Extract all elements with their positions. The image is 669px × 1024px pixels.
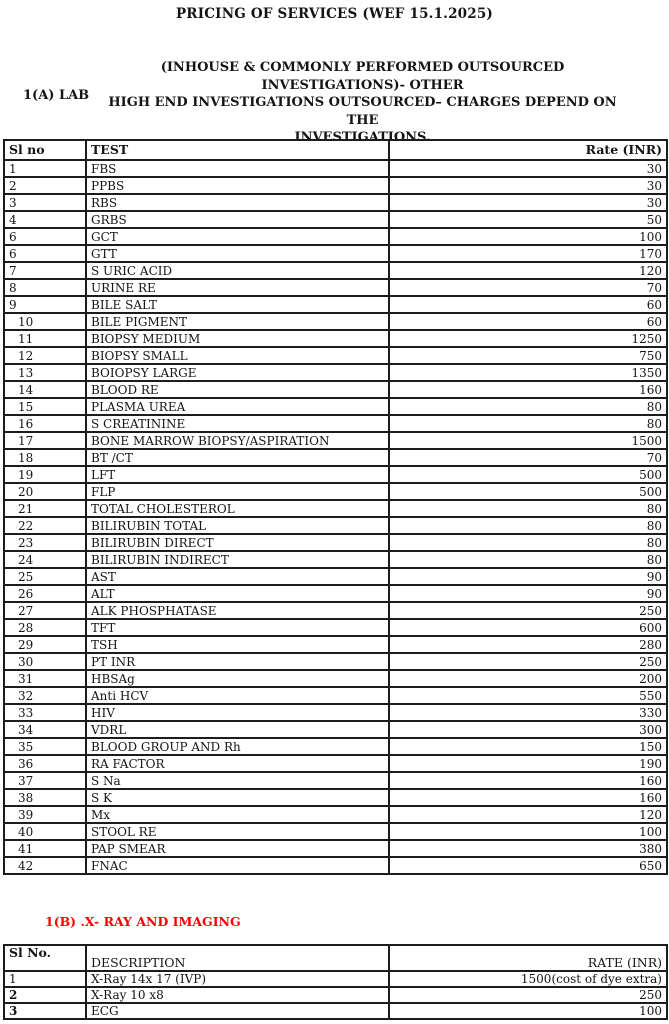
sl-cell: 4 bbox=[4, 211, 86, 228]
table-row bbox=[4, 160, 667, 177]
heading-line: (INHOUSE & COMMONLY PERFORMED OUTSOURCED INVESTIGATIONS)- OTHER bbox=[160, 60, 565, 93]
sl-cell: 42 bbox=[4, 857, 86, 874]
column-header: RATE (INR) bbox=[389, 945, 667, 971]
sl-cell: 7 bbox=[4, 262, 86, 279]
table-row bbox=[4, 857, 667, 874]
name-cell: STOOL RE bbox=[86, 823, 389, 840]
name-cell: BONE MARROW BIOPSY/ASPIRATION bbox=[86, 432, 389, 449]
rate-cell: 160 bbox=[389, 789, 667, 806]
rate-cell: 150 bbox=[389, 738, 667, 755]
sl-cell: 41 bbox=[4, 840, 86, 857]
section-b-heading: 1(B) .X- RAY AND IMAGING bbox=[45, 914, 241, 929]
name-cell: AST bbox=[86, 568, 389, 585]
table-row bbox=[4, 466, 667, 483]
name-cell: FLP bbox=[86, 483, 389, 500]
name-cell: Anti HCV bbox=[86, 687, 389, 704]
sl-cell: 30 bbox=[4, 653, 86, 670]
rate-cell: 30 bbox=[389, 160, 667, 177]
table-row bbox=[4, 483, 667, 500]
sl-cell: 21 bbox=[4, 500, 86, 517]
name-cell: PLASMA UREA bbox=[86, 398, 389, 415]
table-row bbox=[4, 806, 667, 823]
rate-cell: 80 bbox=[389, 415, 667, 432]
column-header: TEST bbox=[86, 140, 389, 160]
sl-cell: 26 bbox=[4, 585, 86, 602]
table-row bbox=[4, 245, 667, 262]
table-row bbox=[4, 313, 667, 330]
rate-cell: 1250 bbox=[389, 330, 667, 347]
name-cell: ALK PHOSPHATASE bbox=[86, 602, 389, 619]
sl-cell: 34 bbox=[4, 721, 86, 738]
name-cell: X-Ray 14x 17 (IVP) bbox=[86, 971, 389, 987]
sl-cell: 20 bbox=[4, 483, 86, 500]
name-cell: BILIRUBIN INDIRECT bbox=[86, 551, 389, 568]
table-row bbox=[4, 551, 667, 568]
page-title: PRICING OF SERVICES (WEF 15.1.2025) bbox=[175, 6, 494, 22]
name-cell: S Na bbox=[86, 772, 389, 789]
sl-cell: 24 bbox=[4, 551, 86, 568]
name-cell: LFT bbox=[86, 466, 389, 483]
table-row bbox=[4, 971, 667, 987]
table-row bbox=[4, 840, 667, 857]
sl-cell: 3 bbox=[4, 194, 86, 211]
table-row bbox=[4, 738, 667, 755]
section-a-label: 1(A) LAB bbox=[23, 88, 90, 103]
rate-cell: 160 bbox=[389, 772, 667, 789]
table-row bbox=[4, 619, 667, 636]
rate-cell: 70 bbox=[389, 449, 667, 466]
rate-cell: 1500(cost of dye extra) bbox=[389, 971, 667, 987]
rate-cell: 80 bbox=[389, 534, 667, 551]
name-cell: Mx bbox=[86, 806, 389, 823]
sl-cell: 8 bbox=[4, 279, 86, 296]
name-cell: BT /CT bbox=[86, 449, 389, 466]
rate-cell: 200 bbox=[389, 670, 667, 687]
table-row bbox=[4, 517, 667, 534]
heading-line: HIGH END INVESTIGATIONS OUTSOURCED– CHARGES DEPEND ON THE bbox=[108, 95, 617, 128]
table-row bbox=[4, 364, 667, 381]
rate-cell: 160 bbox=[389, 381, 667, 398]
rate-cell: 650 bbox=[389, 857, 667, 874]
table-row bbox=[4, 449, 667, 466]
heading-line: INVESTIGATIONS. bbox=[294, 130, 431, 145]
column-header: Rate (INR) bbox=[389, 140, 667, 160]
table-row bbox=[4, 415, 667, 432]
name-cell: S CREATININE bbox=[86, 415, 389, 432]
name-cell: BILIRUBIN DIRECT bbox=[86, 534, 389, 551]
table-row bbox=[4, 398, 667, 415]
table-row bbox=[4, 653, 667, 670]
sl-cell: 19 bbox=[4, 466, 86, 483]
sl-cell: 35 bbox=[4, 738, 86, 755]
rate-cell: 600 bbox=[389, 619, 667, 636]
table-header-row bbox=[4, 945, 667, 971]
rate-cell: 500 bbox=[389, 483, 667, 500]
rate-cell: 120 bbox=[389, 262, 667, 279]
column-header: DESCRIPTION bbox=[86, 945, 389, 971]
name-cell: BILIRUBIN TOTAL bbox=[86, 517, 389, 534]
sl-cell: 25 bbox=[4, 568, 86, 585]
name-cell: BLOOD GROUP AND Rh bbox=[86, 738, 389, 755]
name-cell: PAP SMEAR bbox=[86, 840, 389, 857]
name-cell: URINE RE bbox=[86, 279, 389, 296]
rate-cell: 330 bbox=[389, 704, 667, 721]
rate-cell: 280 bbox=[389, 636, 667, 653]
name-cell: S K bbox=[86, 789, 389, 806]
rate-cell: 90 bbox=[389, 568, 667, 585]
table-row bbox=[4, 823, 667, 840]
sl-cell: 3 bbox=[4, 1003, 86, 1019]
column-header: Sl no bbox=[4, 140, 86, 160]
table-row bbox=[4, 670, 667, 687]
name-cell: TSH bbox=[86, 636, 389, 653]
table-row bbox=[4, 687, 667, 704]
name-cell: BILE SALT bbox=[86, 296, 389, 313]
rate-cell: 100 bbox=[389, 1003, 667, 1019]
sl-cell: 27 bbox=[4, 602, 86, 619]
rate-cell: 60 bbox=[389, 313, 667, 330]
rate-cell: 250 bbox=[389, 987, 667, 1003]
table-row bbox=[4, 262, 667, 279]
name-cell: BILE PIGMENT bbox=[86, 313, 389, 330]
name-cell: FBS bbox=[86, 160, 389, 177]
sl-cell: 10 bbox=[4, 313, 86, 330]
rate-cell: 30 bbox=[389, 194, 667, 211]
name-cell: GTT bbox=[86, 245, 389, 262]
table-row bbox=[4, 585, 667, 602]
sl-cell: 11 bbox=[4, 330, 86, 347]
table-row bbox=[4, 704, 667, 721]
rate-cell: 750 bbox=[389, 347, 667, 364]
sl-cell: 2 bbox=[4, 987, 86, 1003]
sl-cell: 31 bbox=[4, 670, 86, 687]
name-cell: ECG bbox=[86, 1003, 389, 1019]
name-cell: BLOOD RE bbox=[86, 381, 389, 398]
sl-cell: 12 bbox=[4, 347, 86, 364]
name-cell: X-Ray 10 x8 bbox=[86, 987, 389, 1003]
rate-cell: 80 bbox=[389, 500, 667, 517]
rate-cell: 190 bbox=[389, 755, 667, 772]
table-row bbox=[4, 772, 667, 789]
table-header-row bbox=[4, 140, 667, 160]
name-cell: BIOPSY MEDIUM bbox=[86, 330, 389, 347]
table-row bbox=[4, 534, 667, 551]
sl-cell: 9 bbox=[4, 296, 86, 313]
name-cell: HIV bbox=[86, 704, 389, 721]
sl-cell: 22 bbox=[4, 517, 86, 534]
rate-cell: 170 bbox=[389, 245, 667, 262]
table-row bbox=[4, 194, 667, 211]
rate-cell: 1350 bbox=[389, 364, 667, 381]
sl-cell: 13 bbox=[4, 364, 86, 381]
table-row bbox=[4, 211, 667, 228]
rate-cell: 500 bbox=[389, 466, 667, 483]
rate-cell: 100 bbox=[389, 823, 667, 840]
rate-cell: 30 bbox=[389, 177, 667, 194]
table-row bbox=[4, 987, 667, 1003]
sl-cell: 17 bbox=[4, 432, 86, 449]
sl-cell: 15 bbox=[4, 398, 86, 415]
sl-cell: 28 bbox=[4, 619, 86, 636]
sl-cell: 6 bbox=[4, 228, 86, 245]
sl-cell: 32 bbox=[4, 687, 86, 704]
name-cell: RBS bbox=[86, 194, 389, 211]
table-row bbox=[4, 381, 667, 398]
rate-cell: 70 bbox=[389, 279, 667, 296]
sl-cell: 1 bbox=[4, 971, 86, 987]
sl-cell: 38 bbox=[4, 789, 86, 806]
sl-cell: 18 bbox=[4, 449, 86, 466]
name-cell: VDRL bbox=[86, 721, 389, 738]
table-row bbox=[4, 568, 667, 585]
rate-cell: 250 bbox=[389, 602, 667, 619]
name-cell: HBSAg bbox=[86, 670, 389, 687]
rate-cell: 1500 bbox=[389, 432, 667, 449]
xray-imaging-table bbox=[3, 944, 668, 1020]
name-cell: GCT bbox=[86, 228, 389, 245]
sl-cell: 40 bbox=[4, 823, 86, 840]
table-row bbox=[4, 432, 667, 449]
table-row bbox=[4, 755, 667, 772]
table-row bbox=[4, 347, 667, 364]
rate-cell: 80 bbox=[389, 517, 667, 534]
name-cell: TOTAL CHOLESTEROL bbox=[86, 500, 389, 517]
table-row bbox=[4, 602, 667, 619]
table-row bbox=[4, 1003, 667, 1019]
table-row bbox=[4, 789, 667, 806]
sl-cell: 33 bbox=[4, 704, 86, 721]
rate-cell: 80 bbox=[389, 398, 667, 415]
column-header: Sl No. bbox=[4, 945, 86, 971]
sl-cell: 36 bbox=[4, 755, 86, 772]
sl-cell: 39 bbox=[4, 806, 86, 823]
lab-pricing-table bbox=[3, 139, 668, 875]
rate-cell: 120 bbox=[389, 806, 667, 823]
table-row bbox=[4, 721, 667, 738]
table-row bbox=[4, 177, 667, 194]
name-cell: S URIC ACID bbox=[86, 262, 389, 279]
name-cell: GRBS bbox=[86, 211, 389, 228]
name-cell: PT INR bbox=[86, 653, 389, 670]
name-cell: TFT bbox=[86, 619, 389, 636]
table-row bbox=[4, 500, 667, 517]
sl-cell: 6 bbox=[4, 245, 86, 262]
table-row bbox=[4, 228, 667, 245]
table-row bbox=[4, 296, 667, 313]
name-cell: ALT bbox=[86, 585, 389, 602]
sl-cell: 14 bbox=[4, 381, 86, 398]
name-cell: BIOPSY SMALL bbox=[86, 347, 389, 364]
rate-cell: 380 bbox=[389, 840, 667, 857]
rate-cell: 80 bbox=[389, 551, 667, 568]
sl-cell: 23 bbox=[4, 534, 86, 551]
section-a-heading bbox=[95, 59, 630, 147]
table-row bbox=[4, 279, 667, 296]
name-cell: PPBS bbox=[86, 177, 389, 194]
rate-cell: 300 bbox=[389, 721, 667, 738]
rate-cell: 60 bbox=[389, 296, 667, 313]
sl-cell: 1 bbox=[4, 160, 86, 177]
rate-cell: 250 bbox=[389, 653, 667, 670]
table-row bbox=[4, 330, 667, 347]
rate-cell: 90 bbox=[389, 585, 667, 602]
sl-cell: 2 bbox=[4, 177, 86, 194]
sl-cell: 29 bbox=[4, 636, 86, 653]
rate-cell: 100 bbox=[389, 228, 667, 245]
sl-cell: 16 bbox=[4, 415, 86, 432]
name-cell: FNAC bbox=[86, 857, 389, 874]
rate-cell: 550 bbox=[389, 687, 667, 704]
rate-cell: 50 bbox=[389, 211, 667, 228]
name-cell: BOIOPSY LARGE bbox=[86, 364, 389, 381]
sl-cell: 37 bbox=[4, 772, 86, 789]
table-row bbox=[4, 636, 667, 653]
name-cell: RA FACTOR bbox=[86, 755, 389, 772]
